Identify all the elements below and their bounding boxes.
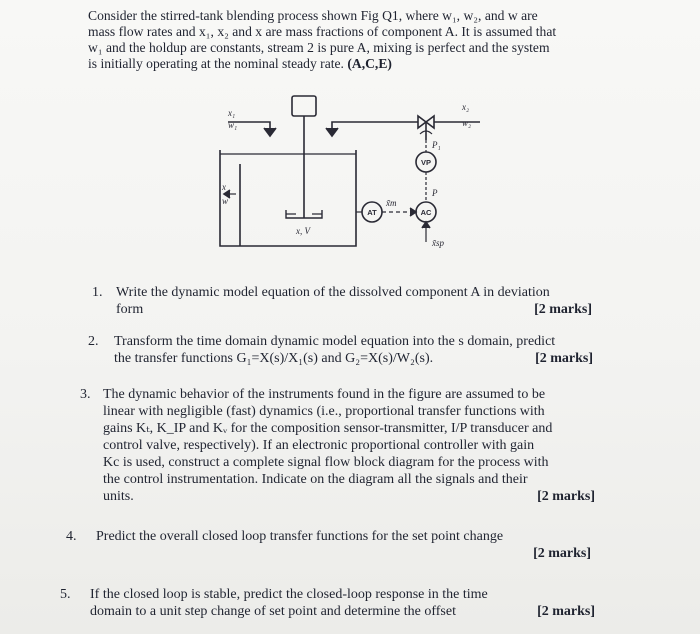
intro-line-3: w₁ and the holdup are constants, stream 2 is pure A, mixing is perfect and the system	[88, 40, 550, 55]
question-1	[92, 284, 592, 318]
question-text: The dynamic behavior of the instruments found in the figure are assumed to be	[103, 387, 546, 402]
question-number: 3.	[80, 387, 91, 402]
question-3	[80, 386, 595, 505]
intro-line-2: mass flow rates and x₁, x₂ and x are mass fractions of component A. It is assumed that	[88, 24, 557, 39]
label-at: AT	[367, 208, 377, 217]
question-text: linear with negligible (fast) dynamics (i.e., proportional transfer functions with	[103, 404, 545, 419]
question-text: gains Kₜ, K_IP and Kᵥ for the composition sensor-transmitter, I/P transducer and	[103, 421, 553, 436]
problem-statement	[88, 8, 598, 72]
label-xv: x, V	[296, 226, 310, 236]
label-xsp: x̃sp	[432, 238, 444, 248]
intro-line-1: Consider the stirred-tank blending process shown Fig Q1, where w₁, w₂, and w are	[88, 8, 538, 23]
process-diagram	[200, 94, 500, 284]
marks-label: [2 marks]	[533, 546, 591, 561]
intro-tag: (A,C,E)	[347, 56, 392, 71]
intro-line-4-wrap	[88, 56, 598, 72]
label-x-out: x	[222, 182, 226, 192]
marks-label: [2 marks]	[534, 302, 592, 317]
question-text: the transfer functions G₁=X(s)/X₁(s) and G₂=X(s)/W₂(s).	[114, 351, 434, 366]
question-number: 2.	[88, 334, 99, 349]
label-x1: x₁	[228, 108, 236, 118]
question-text: Kc is used, construct a complete signal flow block diagram for the process with	[103, 455, 549, 470]
label-p1: P₁	[432, 140, 441, 150]
label-vp: VP	[420, 158, 432, 167]
question-text: Write the dynamic model equation of the dissolved component A in deviation	[116, 285, 550, 300]
question-text: control valve, respectively). If an electronic proportional controller with gain	[103, 438, 535, 453]
question-text: Transform the time domain dynamic model equation into the s domain, predict	[114, 334, 556, 349]
label-p: P	[432, 188, 438, 198]
label-w2: w₂	[462, 118, 472, 128]
label-w-out: w	[222, 196, 229, 206]
question-number: 1.	[92, 285, 103, 300]
intro-line-4: is initially operating at the nominal steady rate.	[88, 56, 344, 71]
label-ac: AC	[420, 208, 432, 217]
question-text: the control instrumentation. Indicate on the diagram all the signals and their	[103, 472, 528, 487]
label-xm: x̃m	[386, 198, 397, 208]
question-text: domain to a unit step change of set point and determine the offset	[90, 604, 456, 619]
question-5	[60, 586, 595, 620]
marks-label: [2 marks]	[535, 351, 593, 366]
question-4	[66, 528, 591, 562]
question-number: 4.	[66, 529, 77, 544]
label-w1: w₁	[228, 120, 238, 130]
question-text: form	[116, 302, 144, 317]
marks-label: [2 marks]	[537, 489, 595, 504]
agitator-motor	[292, 96, 316, 116]
marks-label: [2 marks]	[537, 604, 595, 619]
question-2	[88, 333, 593, 367]
question-number: 5.	[60, 587, 71, 602]
stream-2-pipe	[332, 122, 480, 134]
label-x2: x₂	[462, 102, 470, 112]
question-text: units.	[103, 489, 134, 504]
question-text: If the closed loop is stable, predict the closed-loop response in the time	[90, 587, 488, 602]
question-text: Predict the overall closed loop transfer functions for the set point change	[96, 529, 504, 544]
